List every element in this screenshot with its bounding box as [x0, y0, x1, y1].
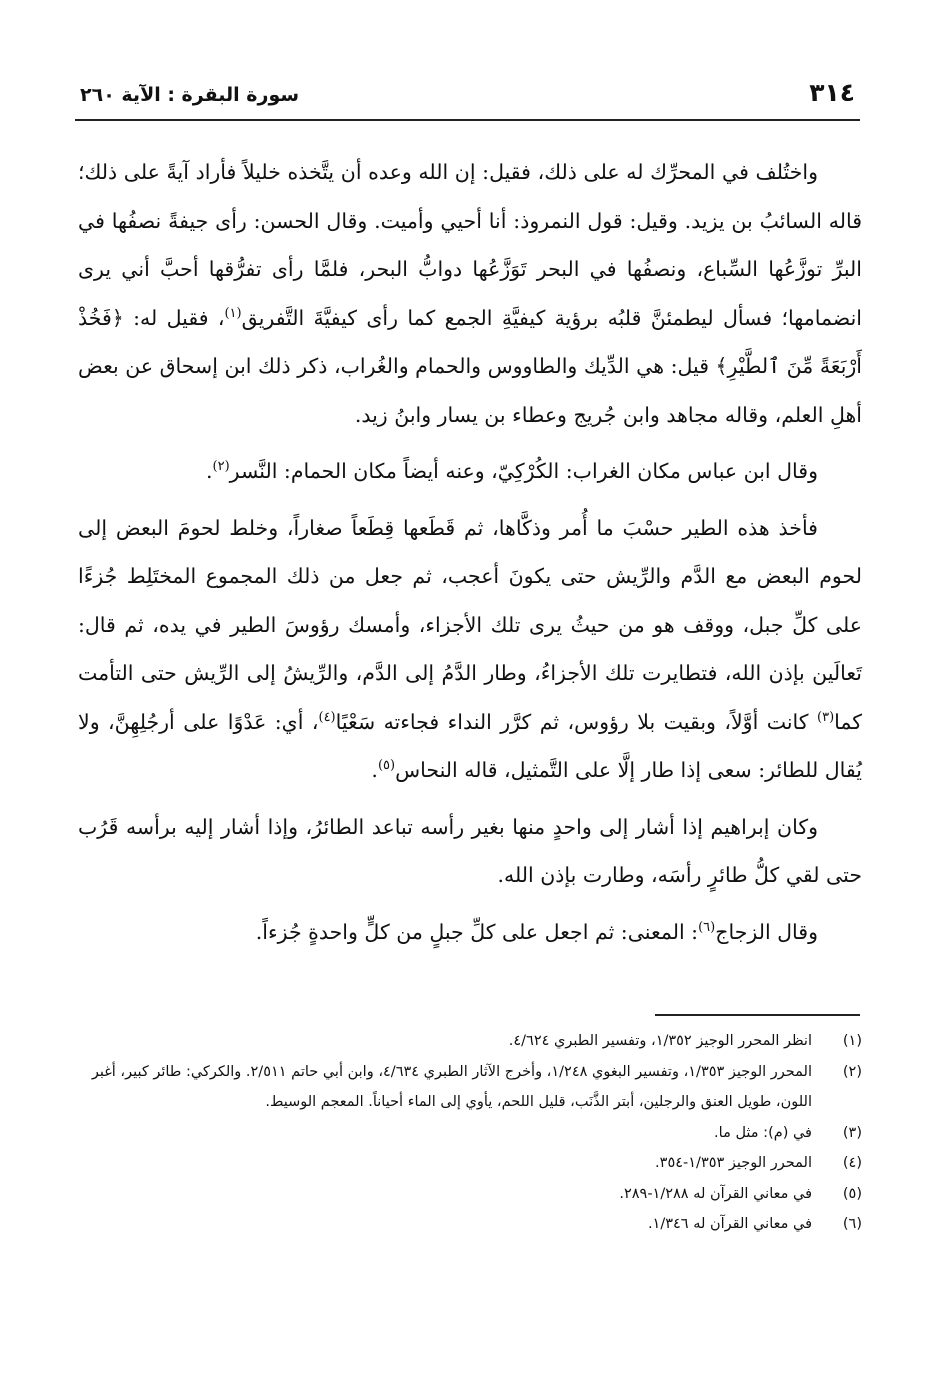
- footnote-number: (٢): [842, 1063, 862, 1080]
- footnote-text: في معاني القرآن له ١/٢٨٨-٢٨٩.: [619, 1185, 812, 1202]
- footnote-number: (٣): [842, 1124, 862, 1141]
- footnote-reference: (٣): [817, 709, 835, 725]
- main-text: [78, 148, 862, 964]
- paragraph: [78, 447, 862, 496]
- footnote-number: (٦): [842, 1216, 862, 1232]
- header-rule: [75, 119, 860, 121]
- page-number: ٣١٤: [809, 78, 855, 107]
- footnote: [78, 1026, 862, 1057]
- footnote-text: في معاني القرآن له ١/٣٤٦.: [647, 1216, 812, 1232]
- footnote-text: في (م): مثل ما.: [714, 1124, 812, 1141]
- footnotes: [78, 1026, 862, 1240]
- page-header: [80, 78, 855, 116]
- footnote-reference: (٦): [698, 919, 716, 935]
- text-run: واختُلف في المحرِّك له على ذلك، فقيل: إن الله وعده أن يتَّخذه خليلاً فأراد آيةً على ذلك؛ قاله السائبُ بن يزيد. وقيل: قول النمروذ: أنا أحيي وأميت. وقال الحسن: رأى جيفةً نصفُها في البرِّ توزَّعُها السِّباع، ونصفُها في البحر تَوَزَّعُها دوابُّ البحر، فلمَّا رأى تفرُّقها أحبَّ أني يرى انضمامها؛ فسأل ليطمئنَّ قلبُه برؤية كيفيَّةِ الجمع كما رأى كيفيَّةَ التَّفريق: [78, 160, 862, 330]
- footnote-reference: (١): [224, 305, 242, 321]
- footnote-reference: (٢): [212, 459, 230, 475]
- footnote: [78, 1118, 862, 1149]
- text-run: فأخذ هذه الطير حسْبَ ما أُمر وذكَّاها، ثم قَطَعها قِطَعاً صغاراً، وخلط لحومَ البعض إلى لحوم البعض مع الدَّم والرِّيش حتى يكونَ أعجب، ثم جعل من ذلك المجموع المختَلِط جُزءًا على كلِّ جبل، ووقف هو من حيثُ يرى تلك الأجزاء، وأمسك رؤوسَ الطير في يده، ثم قال: تَعالَين بإذن الله، فتطايرت تلك الأجزاءُ، وطار الدَّمُ إلى الدَّم، والرِّيشُ إلى الرِّيش حتى التأمت كما: [78, 515, 862, 734]
- paragraph: [78, 803, 862, 900]
- paragraph: [78, 148, 862, 439]
- footnote-reference: (٥): [377, 758, 396, 774]
- footnote-separator: [655, 1014, 860, 1016]
- footnote-number: (٤): [842, 1155, 862, 1171]
- footnote-reference: (٤): [318, 709, 336, 725]
- paragraph: [78, 504, 862, 795]
- text-run: .: [206, 459, 213, 483]
- text-run: وقال الزجاج: [715, 919, 818, 944]
- footnote-text: المحرر الوجيز ١/٣٥٣-٣٥٤.: [655, 1155, 812, 1171]
- text-run: .: [371, 758, 378, 782]
- text-run: وقال ابن عباس مكان الغراب: الكُرْكِيّ، وعنه أيضاً مكان الحمام: النَّسر: [229, 459, 818, 483]
- footnote: [78, 1209, 862, 1240]
- text-run: : المعنى: ثم اجعل على كلِّ جبلٍ من كلٍّ واحدةٍ جُزءاً.: [255, 919, 699, 944]
- text-run: ، أي: عَدْوًا على أرجُلِهِنَّ، ولا يُقال للطائر: سعى إذا طار إلَّا على التَّمثيل، قاله النحاس: [78, 709, 862, 782]
- footnote: [78, 1148, 862, 1179]
- footnote-number: (١): [842, 1033, 862, 1049]
- footnote-number: (٥): [842, 1185, 862, 1202]
- text-run: وكان إبراهيم إذا أشار إلى واحدٍ منها بغير رأسه تباعد الطائرُ، وإذا أشار إليه برأسه قَرُب حتى لقي كلُّ طائرٍ رأسَه، وطارت بإذن الله.: [78, 814, 862, 887]
- footnote: [78, 1057, 862, 1118]
- text-run: ، فقيل له: ﴿فَخُذْ أَرْبَعَةً مِّنَ ٱلطَّيْرِ﴾ قيل: هي الدِّيك والطاووس والحمام والغُراب، ذكر ذلك ابن إسحاق عن بعض أهلِ العلم، وقاله مجاهد وابن جُريج وعطاء بن يسار وابنُ زيد.: [78, 305, 862, 427]
- footnote-text: انظر المحرر الوجيز ١/٣٥٢، وتفسير الطبري ٤/٦٢٤.: [508, 1033, 812, 1049]
- text-run: كانت أوَّلاً، وبقيت بلا رؤوس، ثم كرَّر النداء فجاءته سَعْيًا: [335, 709, 817, 734]
- paragraph: [78, 908, 862, 957]
- footnote-text: المحرر الوجيز ١/٣٥٣، وتفسير البغوي ١/٢٤٨، وأخرج الآثار الطبري ٤/٦٣٤، وابن أبي حاتم ٢/٥١١. والكركي: طائر كبير، أغبر اللون، طويل العنق والرجلين، أبتر الذَّنَب، قليل اللحم، يأوي إلى الماء أحياناً. المعجم الوسيط.: [91, 1063, 812, 1110]
- running-title: سورة البقرة : الآية ٢٦٠: [80, 84, 300, 106]
- footnote: [78, 1179, 862, 1210]
